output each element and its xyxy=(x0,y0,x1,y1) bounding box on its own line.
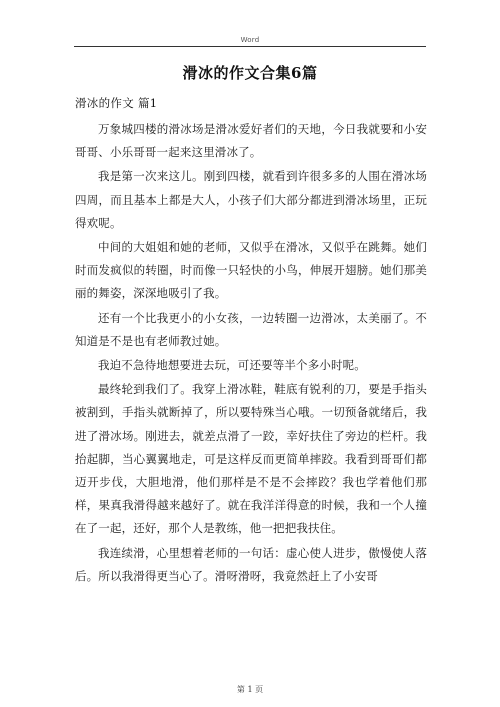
document-body xyxy=(75,118,427,589)
paragraph: 最终轮到我们了。我穿上滑冰鞋，鞋底有锐利的刀，要是手指头被割到，手指头就断掉了，所以要特殊当心哦。一切预备就绪后，我进了滑冰场。刚进去，就差点滑了一跤，幸好扶住了旁边的栏杆。我抬起脚，当心翼翼地走，可是这样反而更简单摔跤。我看到哥哥们都迈开步伐，大胆地滑，他们那样是不是不会摔跤？我也学着他们那样，果真我滑得越来越好了。就在我洋洋得意的时候，我和一个人撞在了一起，还好，那个人是教练，他一把把我扶住。 xyxy=(75,382,427,536)
paragraph: 我连续滑，心里想着老师的一句话：虚心使人进步，傲慢使人落后。所以我滑得更当心了。滑呀滑呀，我竟然赶上了小安哥 xyxy=(75,545,427,583)
paragraph: 万象城四楼的滑冰场是滑冰爱好者们的天地，今日我就要和小安哥哥、小乐哥哥一起来这里滑冰了。 xyxy=(75,122,427,160)
section-heading: 滑冰的作文 篇1 xyxy=(75,96,158,110)
paragraph: 中间的大姐姐和她的老师，又似乎在滑冰，又似乎在跳舞。她们时而发疯似的转圈，时而像一只轻快的小鸟，伸展开翅膀。她们那美丽的舞姿，深深地吸引了我。 xyxy=(75,240,427,301)
app-header-label: Word xyxy=(240,36,260,44)
page-number-footer: 第 1 页 xyxy=(236,685,264,694)
paragraph: 我是第一次来这儿。刚到四楼，就看到许很多多的人围在滑冰场四周，而且基本上都是大人，小孩子们大部分都进到滑冰场里，正玩得欢呢。 xyxy=(75,169,427,230)
paragraph: 我迫不急待地想要进去玩，可还要等半个多小时呢。 xyxy=(98,358,366,373)
header-divider xyxy=(74,46,426,47)
paragraph: 还有一个比我更小的小女孩，一边转圈一边滑冰，太美丽了。不知道是不是也有老师教过她。 xyxy=(75,310,427,348)
document-title: 滑冰的作文合集6篇 xyxy=(182,64,318,82)
